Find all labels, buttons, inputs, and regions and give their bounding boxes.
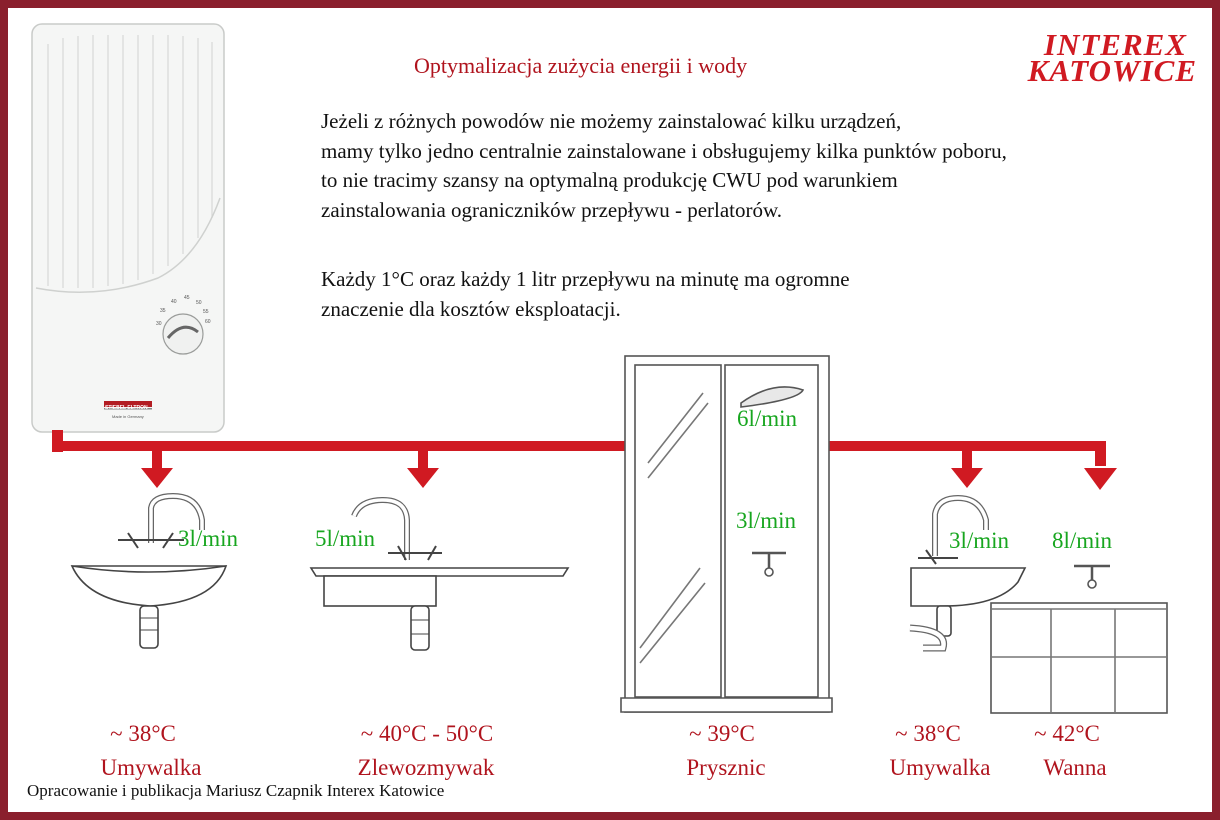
svg-text:40: 40 bbox=[171, 299, 177, 305]
flow-shower-tap: 3l/min bbox=[736, 508, 797, 533]
paragraph-line: mamy tylko jedno centralnie zainstalowane i obsługujemy kilka punktów poboru, bbox=[321, 138, 1007, 163]
temperature-dial-icon bbox=[163, 314, 203, 354]
svg-text:35: 35 bbox=[160, 308, 166, 314]
label-washbasin-2: Umywalka bbox=[889, 755, 991, 780]
svg-text:45: 45 bbox=[184, 295, 190, 301]
flow-shower-head: 6l/min bbox=[737, 406, 798, 431]
paragraph-line: to nie tracimy szansy na optymalną produkcję CWU pod warunkiem bbox=[321, 168, 898, 192]
bathtub-icon bbox=[991, 566, 1167, 713]
kitchen-sink-icon bbox=[311, 500, 568, 650]
flow-kitchen-sink: 5l/min bbox=[315, 526, 376, 551]
credit-line: Opracowanie i publikacja Mariusz Czapnik Interex Katowice bbox=[27, 781, 445, 800]
logo-line-2: KATOWICE bbox=[1027, 53, 1197, 88]
temp-washbasin: ~ 38°C bbox=[110, 721, 176, 746]
svg-text:30: 30 bbox=[156, 321, 162, 327]
label-washbasin: Umywalka bbox=[100, 755, 202, 780]
flow-bathtub: 8l/min bbox=[1052, 528, 1113, 553]
temp-kitchen-sink: ~ 40°C - 50°C bbox=[360, 721, 494, 746]
shower-cabin-icon bbox=[621, 356, 832, 712]
paragraph-line: Jeżeli z różnych powodów nie możemy zainstalować kilku urządzeń, bbox=[321, 109, 902, 133]
paragraph-intro bbox=[321, 107, 1007, 225]
paragraph-line: zainstalowania ograniczników przepływu - perlatorów. bbox=[321, 197, 783, 222]
heater-brand: STIEBEL ELTRON bbox=[105, 405, 148, 411]
logo-line-1: INTEREX bbox=[1043, 27, 1187, 62]
label-bathtub: Wanna bbox=[1043, 755, 1107, 780]
paragraph-importance bbox=[321, 265, 850, 324]
label-kitchen-sink: Zlewozmywak bbox=[357, 755, 495, 780]
company-logo bbox=[973, 27, 1205, 88]
temp-bathtub: ~ 42°C bbox=[1034, 721, 1100, 746]
flow-washbasin-2: 3l/min bbox=[949, 528, 1010, 553]
flow-washbasin: 3l/min bbox=[178, 526, 239, 551]
label-shower: Prysznic bbox=[686, 755, 766, 780]
paragraph-line: Każdy 1°C oraz każdy 1 litr przepływu na minutę ma ogromne bbox=[321, 267, 850, 291]
svg-text:55: 55 bbox=[203, 309, 209, 315]
svg-text:50: 50 bbox=[196, 300, 202, 306]
slide bbox=[8, 8, 1212, 812]
temp-washbasin-2: ~ 38°C bbox=[895, 721, 961, 746]
water-heater bbox=[32, 24, 224, 432]
svg-text:60: 60 bbox=[205, 319, 211, 325]
paragraph-line: znaczenie dla kosztów eksploatacji. bbox=[321, 296, 621, 321]
pipe-network bbox=[52, 430, 1117, 490]
washbasin-icon bbox=[72, 496, 226, 648]
temp-shower: ~ 39°C bbox=[689, 721, 755, 746]
page-title: Optymalizacja zużycia energii i wody bbox=[414, 53, 748, 78]
heater-made-in: Made in Germany bbox=[112, 414, 144, 419]
